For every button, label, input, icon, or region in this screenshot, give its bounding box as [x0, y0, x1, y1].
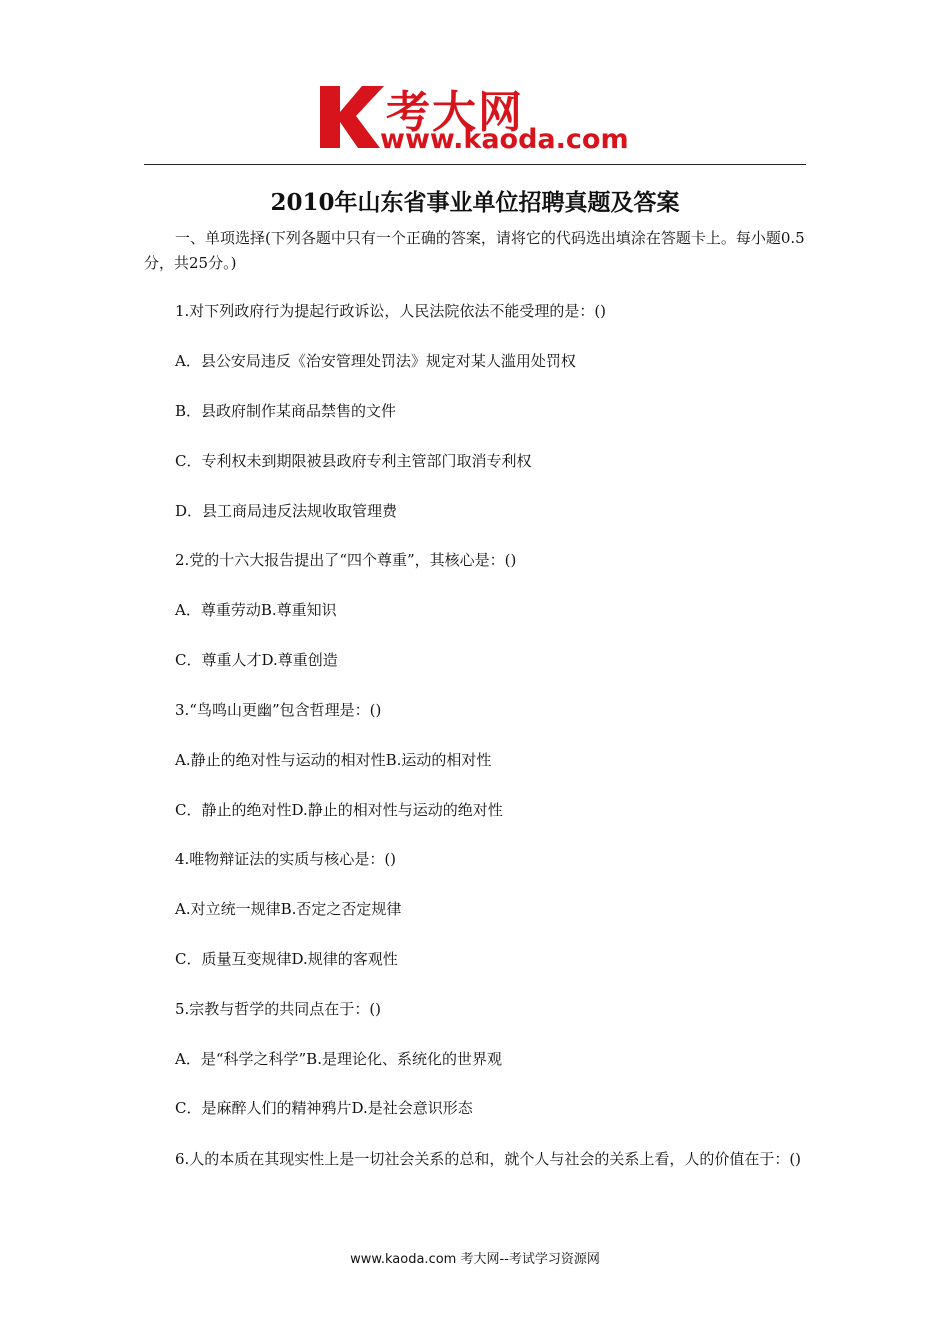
question-line: 1.对下列政府行为提起行政诉讼，人民法院依法不能受理的是：()	[175, 302, 607, 320]
section-intro: 一、单项选择(下列各题中只有一个正确的答案，请将它的代码选出填涂在答题卡上。每小题0.5分，共25分。)	[144, 229, 805, 272]
kaoda-logo	[318, 82, 638, 160]
question-line: A.对立统一规律B.否定之否定规律	[175, 900, 402, 918]
question-line: A．是“科学之科学”B.是理论化、系统化的世界观	[175, 1050, 502, 1068]
question-line: C．静止的绝对性D.静止的相对性与运动的绝对性	[175, 801, 503, 819]
question-line: 4.唯物辩证法的实质与核心是：()	[175, 850, 397, 868]
question-line: C．质量互变规律D.规律的客观性	[175, 950, 398, 968]
question-line: C．是麻醉人们的精神鸦片D.是社会意识形态	[175, 1099, 473, 1117]
logo-url-text: www.kaoda.com	[380, 124, 629, 155]
question-line: 3.“鸟鸣山更幽”包含哲理是：()	[175, 701, 382, 719]
header-divider	[144, 164, 806, 165]
question-line: A．尊重劳动B.尊重知识	[175, 601, 337, 619]
question-line: A.静止的绝对性与运动的相对性B.运动的相对性	[175, 751, 492, 769]
question-line: D．县工商局违反法规收取管理费	[175, 502, 398, 520]
question-line: C．尊重人才D.尊重创造	[175, 651, 338, 669]
question-line: 2.党的十六大报告提出了“四个尊重”，其核心是：()	[175, 551, 517, 569]
question-6: 6.人的本质在其现实性上是一切社会关系的总和，就个人与社会的关系上看，人的价值在于：()	[175, 1150, 802, 1168]
question-line: C．专利权未到期限被县政府专利主管部门取消专利权	[175, 452, 532, 470]
page-footer: www.kaoda.com 考大网--考试学习资源网	[350, 1252, 600, 1267]
document-title: 2010年山东省事业单位招聘真题及答案	[270, 189, 680, 216]
question-line: A．县公安局违反《治安管理处罚法》规定对某人滥用处罚权	[175, 352, 576, 370]
k-logo-icon	[318, 82, 388, 152]
logo-brand-text: 考大网	[386, 87, 524, 138]
question-line: 5.宗教与哲学的共同点在于：()	[175, 1000, 382, 1018]
question-line: B．县政府制作某商品禁售的文件	[175, 402, 397, 420]
